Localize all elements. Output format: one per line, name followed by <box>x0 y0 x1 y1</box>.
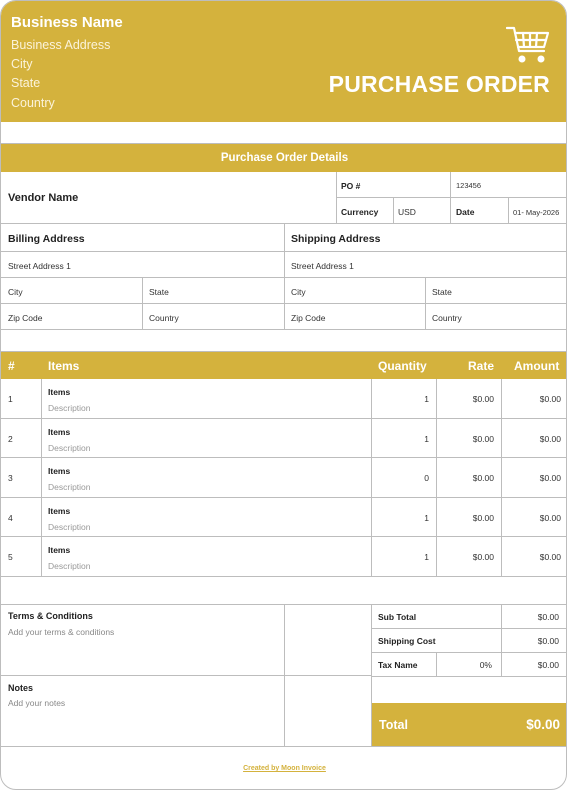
quantity-input[interactable]: 1 <box>424 513 429 523</box>
tax-rate-input[interactable]: 0% <box>479 660 492 670</box>
tax-name-label[interactable]: Tax Name <box>378 660 418 670</box>
billing-city-field[interactable]: City <box>8 287 23 297</box>
item-name-input[interactable]: Items <box>48 545 71 555</box>
divider <box>41 498 42 537</box>
divider <box>436 537 437 577</box>
shipping-address-title: Shipping Address <box>291 233 381 245</box>
rate-input[interactable]: $0.00 <box>472 434 494 444</box>
details-title: Purchase Order Details <box>220 152 349 164</box>
col-quantity-header: Quantity <box>378 359 427 373</box>
total-value: $0.00 <box>526 717 560 732</box>
divider <box>501 419 502 458</box>
rate-input[interactable]: $0.00 <box>472 552 494 562</box>
divider <box>142 278 143 330</box>
billing-zip-field[interactable]: Zip Code <box>8 313 43 323</box>
shopping-cart-icon <box>506 25 550 65</box>
col-number-header: # <box>8 359 15 373</box>
billing-state-field[interactable]: State <box>149 287 169 297</box>
terms-title: Terms & Conditions <box>8 611 93 621</box>
business-city[interactable]: City <box>11 57 33 71</box>
row-number: 5 <box>8 552 13 562</box>
amount-value: $0.00 <box>539 552 561 562</box>
col-items-header: Items <box>48 359 80 373</box>
billing-street-field[interactable]: Street Address 1 <box>8 261 71 271</box>
quantity-input[interactable]: 0 <box>424 473 429 483</box>
item-name-input[interactable]: Items <box>48 466 71 476</box>
row-number: 4 <box>8 513 13 523</box>
subtotal-label: Sub Total <box>378 612 417 622</box>
divider <box>371 676 567 677</box>
item-description-input[interactable]: Description <box>48 403 91 413</box>
item-name-input[interactable]: Items <box>48 427 71 437</box>
divider <box>371 419 372 458</box>
divider <box>1 329 567 330</box>
business-name[interactable]: Business Name <box>11 14 123 31</box>
item-description-input[interactable]: Description <box>48 522 91 532</box>
divider <box>501 498 502 537</box>
table-row[interactable] <box>1 458 567 498</box>
notes-input[interactable]: Add your notes <box>8 698 66 708</box>
business-country[interactable]: Country <box>11 96 55 110</box>
shipping-state-field[interactable]: State <box>432 287 452 297</box>
amount-value: $0.00 <box>539 513 561 523</box>
divider <box>371 628 567 629</box>
divider <box>371 537 372 577</box>
total-label: Total <box>379 718 408 732</box>
divider <box>501 605 502 677</box>
shipping-city-field[interactable]: City <box>291 287 306 297</box>
row-number: 3 <box>8 473 13 483</box>
divider <box>1 746 567 747</box>
shipping-street-field[interactable]: Street Address 1 <box>291 261 354 271</box>
divider <box>1 675 371 676</box>
amount-value: $0.00 <box>539 473 561 483</box>
item-description-input[interactable]: Description <box>48 561 91 571</box>
divider <box>1 251 567 252</box>
currency-label: Currency <box>341 207 379 217</box>
billing-address-title: Billing Address <box>8 233 85 245</box>
shipping-zip-field[interactable]: Zip Code <box>291 313 326 323</box>
rate-input[interactable]: $0.00 <box>472 513 494 523</box>
billing-country-field[interactable]: Country <box>149 313 179 323</box>
quantity-input[interactable]: 1 <box>424 552 429 562</box>
rate-input[interactable]: $0.00 <box>472 473 494 483</box>
table-row[interactable] <box>1 498 567 537</box>
moon-invoice-credit-link[interactable]: Created by Moon Invoice <box>243 765 326 772</box>
business-address[interactable]: Business Address <box>11 38 111 52</box>
divider <box>436 458 437 498</box>
col-amount-header: Amount <box>514 359 560 373</box>
document-title: PURCHASE ORDER <box>328 71 550 97</box>
po-number-label: PO # <box>341 181 361 191</box>
divider <box>501 537 502 577</box>
divider <box>450 172 451 224</box>
po-number-value[interactable]: 123456 <box>456 181 482 190</box>
table-row[interactable] <box>1 537 567 577</box>
shipping-cost-input[interactable]: $0.00 <box>537 636 559 646</box>
divider <box>41 458 42 498</box>
item-name-input[interactable]: Items <box>48 506 71 516</box>
divider <box>425 278 426 330</box>
date-picker[interactable]: 01- May-2026 <box>513 208 560 217</box>
notes-title: Notes <box>8 683 34 693</box>
document-header <box>1 1 567 122</box>
table-row[interactable] <box>1 379 567 419</box>
divider <box>336 197 567 198</box>
shipping-cost-label: Shipping Cost <box>378 636 436 646</box>
divider <box>508 197 509 224</box>
table-row[interactable] <box>1 419 567 458</box>
date-label: Date <box>456 207 475 217</box>
business-state[interactable]: State <box>11 76 41 90</box>
item-description-input[interactable]: Description <box>48 443 91 453</box>
divider <box>41 419 42 458</box>
divider <box>336 172 337 224</box>
amount-value: $0.00 <box>539 394 561 404</box>
divider <box>371 498 372 537</box>
quantity-input[interactable]: 1 <box>424 394 429 404</box>
quantity-input[interactable]: 1 <box>424 434 429 444</box>
divider <box>371 379 372 419</box>
divider <box>371 458 372 498</box>
items-table-header <box>1 352 567 379</box>
total-band <box>372 703 567 746</box>
subtotal-value: $0.00 <box>537 612 559 622</box>
row-number: 1 <box>8 394 13 404</box>
divider <box>393 197 394 224</box>
divider <box>371 652 567 653</box>
divider <box>436 419 437 458</box>
tax-value: $0.00 <box>537 660 559 670</box>
divider <box>41 379 42 419</box>
divider <box>1 277 567 278</box>
col-rate-header: Rate <box>468 359 495 373</box>
item-name-input[interactable]: Items <box>48 387 71 397</box>
shipping-country-field[interactable]: Country <box>432 313 462 323</box>
divider <box>41 537 42 577</box>
divider <box>436 498 437 537</box>
details-band <box>1 144 567 172</box>
amount-value: $0.00 <box>539 434 561 444</box>
divider <box>436 653 437 677</box>
vendor-name-field[interactable]: Vendor Name <box>8 192 79 204</box>
item-description-input[interactable]: Description <box>48 482 91 492</box>
divider <box>436 379 437 419</box>
divider <box>501 458 502 498</box>
terms-input[interactable]: Add your terms & conditions <box>8 627 115 637</box>
row-number: 2 <box>8 434 13 444</box>
currency-select[interactable]: USD <box>398 207 416 217</box>
divider <box>1 303 567 304</box>
rate-input[interactable]: $0.00 <box>472 394 494 404</box>
divider <box>501 379 502 419</box>
